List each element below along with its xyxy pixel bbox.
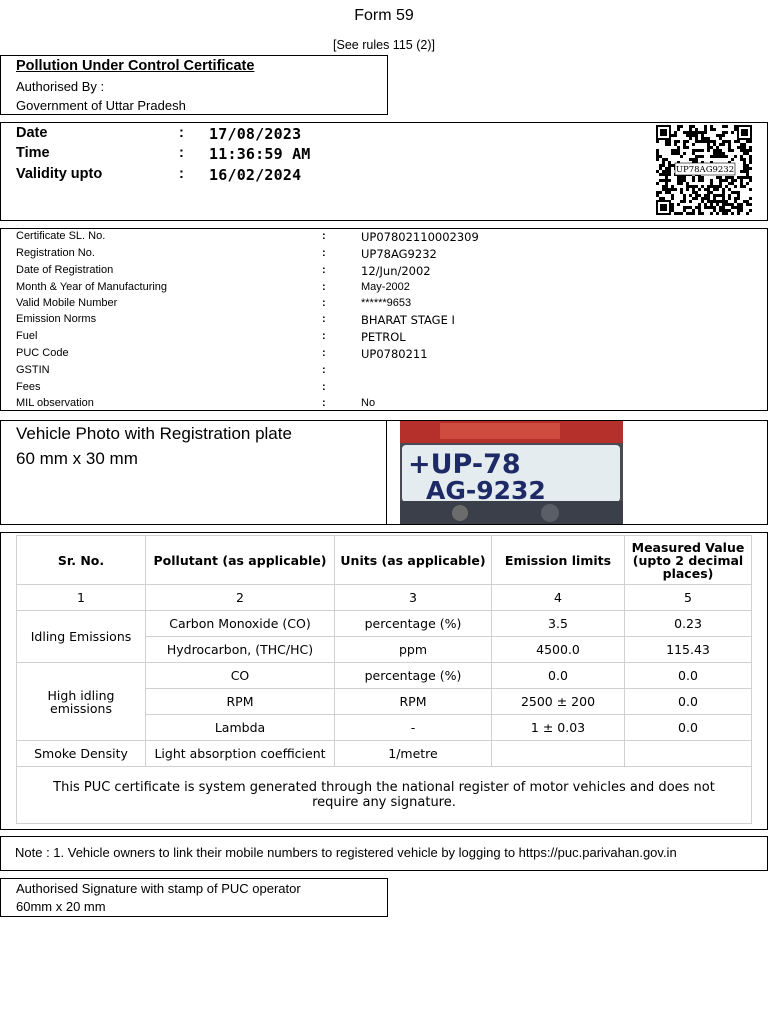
pollutant-cell: Carbon Monoxide (CO) — [146, 611, 335, 637]
index-cell: 4 — [492, 585, 625, 611]
vehicle-photo-box — [0, 420, 768, 525]
measured-cell: 115.43 — [625, 637, 752, 663]
limit-cell: 4500.0 — [492, 637, 625, 663]
detail-value: PETROL — [361, 330, 406, 344]
table-row — [17, 663, 752, 689]
mobile-link-note: Note : 1. Vehicle owners to link their mobile numbers to registered vehicle by logging to https://puc.parivahan.gov.in — [15, 845, 677, 860]
form-title: Form 59 — [354, 7, 414, 24]
detail-value: BHARAT STAGE I — [361, 313, 455, 327]
index-cell: 2 — [146, 585, 335, 611]
time-value: 11:36:59 AM — [209, 145, 311, 163]
detail-label: Month & Year of Manufacturing — [16, 281, 168, 293]
unit-cell: - — [335, 715, 492, 741]
table-footer-row — [17, 767, 752, 824]
vehicle-plate-photo — [400, 421, 623, 524]
vehicle-details-box — [0, 228, 768, 411]
detail-colon: : — [322, 347, 326, 359]
photo-caption-line2: 60 mm x 30 mm — [16, 449, 138, 468]
detail-label: Certificate SL. No. — [16, 230, 106, 242]
detail-colon: : — [322, 364, 326, 376]
date-label: Date — [16, 125, 48, 141]
detail-label: Fees — [16, 381, 41, 393]
certificate-header-box — [0, 55, 388, 115]
detail-colon: : — [322, 397, 326, 409]
date-value: 17/08/2023 — [209, 125, 302, 143]
detail-label: Date of Registration — [16, 264, 114, 276]
detail-value: UP0780211 — [361, 347, 428, 361]
header-sr-no: Sr. No. — [17, 536, 146, 585]
limit-cell: 2500 ± 200 — [492, 689, 625, 715]
limit-cell — [492, 741, 625, 767]
detail-label: GSTIN — [16, 364, 50, 376]
detail-label: PUC Code — [16, 347, 69, 359]
pollutant-cell: RPM — [146, 689, 335, 715]
detail-value: 12/Jun/2002 — [361, 264, 431, 278]
limit-cell: 1 ± 0.03 — [492, 715, 625, 741]
detail-value: No — [361, 397, 376, 409]
header-emission-limits: Emission limits — [492, 536, 625, 585]
rules-reference: [See rules 115 (2)] — [333, 38, 435, 52]
limit-cell: 0.0 — [492, 663, 625, 689]
detail-value: May-2002 — [361, 281, 410, 293]
index-cell: 5 — [625, 585, 752, 611]
unit-cell: ppm — [335, 637, 492, 663]
detail-label: Registration No. — [16, 247, 95, 259]
detail-label: Emission Norms — [16, 313, 97, 325]
idling-emissions-label: Idling Emissions — [17, 611, 146, 663]
index-cell: 1 — [17, 585, 146, 611]
plate-text-line2: AG-9232 — [426, 476, 546, 505]
detail-colon: : — [322, 247, 326, 259]
detail-label: MIL observation — [16, 397, 94, 409]
detail-label: Valid Mobile Number — [16, 297, 118, 309]
header-units: Units (as applicable) — [335, 536, 492, 585]
detail-colon: : — [322, 281, 326, 293]
authorised-by-label: Authorised By : — [16, 79, 105, 94]
table-header-row — [17, 536, 752, 585]
header-pollutant: Pollutant (as applicable) — [146, 536, 335, 585]
smoke-density-label: Smoke Density — [17, 741, 146, 767]
unit-cell: 1/metre — [335, 741, 492, 767]
signature-label: Authorised Signature with stamp of PUC operator — [16, 881, 301, 896]
validity-value: 16/02/2024 — [209, 166, 302, 184]
detail-colon: : — [322, 313, 326, 325]
detail-colon: : — [322, 230, 326, 242]
high-idling-label: High idling emissions — [17, 663, 146, 741]
index-cell: 3 — [335, 585, 492, 611]
signature-size: 60mm x 20 mm — [16, 899, 106, 914]
detail-value: ******9653 — [361, 297, 412, 309]
unit-cell: percentage (%) — [335, 663, 492, 689]
photo-caption-line1: Vehicle Photo with Registration plate — [16, 424, 292, 443]
system-generated-note: This PUC certificate is system generated through the national register of motor vehicles and does not require any signature. — [17, 767, 752, 824]
qr-code-icon — [655, 124, 753, 216]
detail-colon: : — [322, 297, 326, 309]
pollutant-cell: Hydrocarbon, (THC/HC) — [146, 637, 335, 663]
measured-cell — [625, 741, 752, 767]
pollutant-cell: Light absorption coefficient — [146, 741, 335, 767]
plate-text-line1: +UP-78 — [408, 449, 521, 480]
certificate-title: Pollution Under Control Certificate — [16, 58, 255, 74]
detail-value: UP07802110002309 — [361, 230, 479, 244]
limit-cell: 3.5 — [492, 611, 625, 637]
detail-colon: : — [322, 330, 326, 342]
date-colon: : — [179, 125, 184, 141]
measured-cell: 0.23 — [625, 611, 752, 637]
validity-label: Validity upto — [16, 166, 103, 182]
detail-colon: : — [322, 381, 326, 393]
validity-colon: : — [179, 166, 184, 182]
detail-label: Fuel — [16, 330, 38, 342]
measured-cell: 0.0 — [625, 715, 752, 741]
datetime-box — [0, 122, 768, 221]
detail-value: UP78AG9232 — [361, 247, 437, 261]
measured-cell: 0.0 — [625, 689, 752, 715]
detail-colon: : — [322, 264, 326, 276]
signature-box — [0, 878, 388, 917]
emissions-table — [16, 535, 752, 824]
pollutant-cell: Lambda — [146, 715, 335, 741]
measured-cell: 0.0 — [625, 663, 752, 689]
header-measured-value: Measured Value (upto 2 decimal places) — [625, 536, 752, 585]
unit-cell: RPM — [335, 689, 492, 715]
authority-name: Government of Uttar Pradesh — [16, 98, 186, 113]
table-row — [17, 585, 752, 611]
table-row — [17, 611, 752, 637]
time-colon: : — [179, 145, 184, 161]
pollutant-cell: CO — [146, 663, 335, 689]
time-label: Time — [16, 145, 50, 161]
unit-cell: percentage (%) — [335, 611, 492, 637]
table-row — [17, 741, 752, 767]
qr-embedded-text: UP78AG9232 — [675, 165, 735, 175]
